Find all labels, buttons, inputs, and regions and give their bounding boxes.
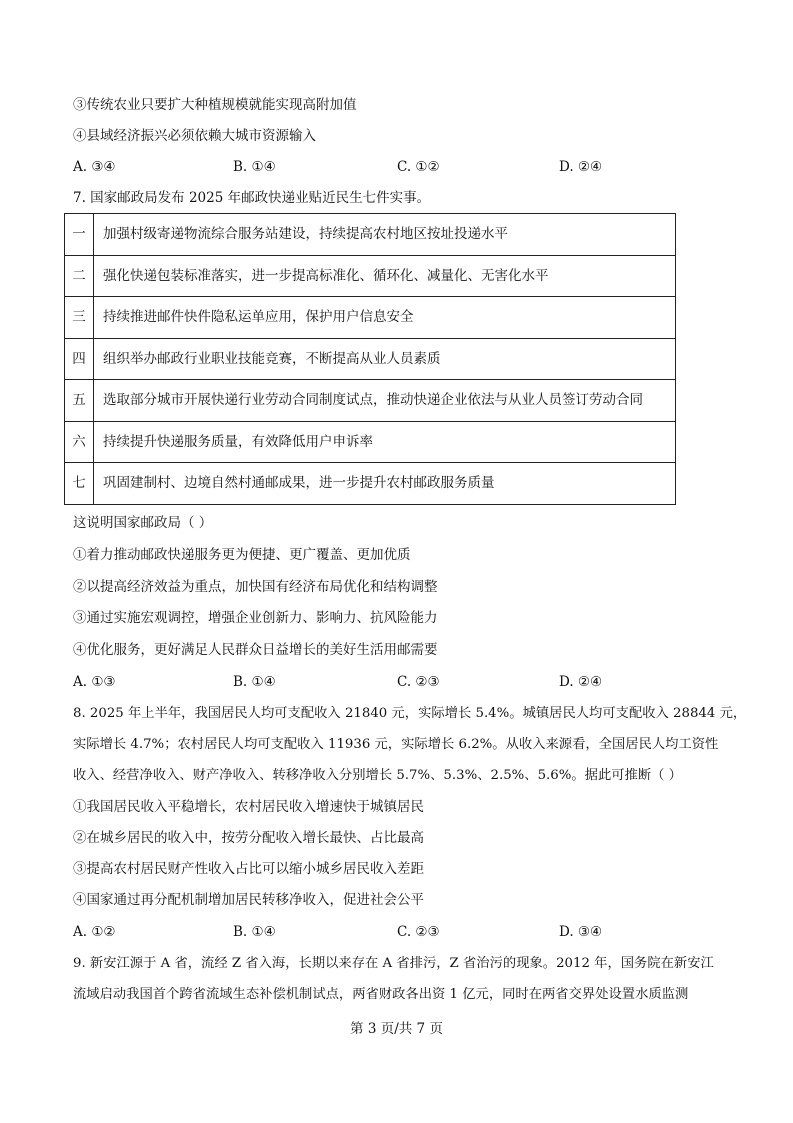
table-row [65, 380, 676, 422]
q7-item-1: ①着力推动邮政快递服务更为便捷、更广覆盖、更加优质 [73, 547, 411, 563]
q6-option-b: B. ①④ [233, 159, 276, 175]
q8-option-d: D. ③④ [559, 924, 603, 940]
table-row [65, 338, 676, 380]
q7-item-4: ④优化服务，更好满足人民群众日益增长的美好生活用邮需要 [73, 642, 438, 658]
q7-option-b: B. ①④ [233, 674, 276, 690]
q7-options [73, 673, 633, 691]
row-text: 组织举办邮政行业职业技能竞赛，不断提高从业人员素质 [94, 338, 676, 380]
table-row [65, 297, 676, 339]
q8-stem-line-2: 实际增长 4.7%；农村居民人均可支配收入 11936 元，实际增长 6.2%。从收入来源看，全国居民人均工资性 [73, 737, 719, 752]
q7-item-2: ②以提高经济效益为重点，加快国有经济布局优化和结构调整 [73, 579, 438, 595]
q8-option-b: B. ①④ [233, 924, 276, 940]
q7-option-a: A. ①③ [73, 674, 116, 690]
row-number: 二 [65, 255, 94, 297]
q8-stem-line-1: 8. 2025 年上半年，我国居民人均可支配收入 21840 元，实际增长 5.4%。城镇居民人均可支配收入 28844 元， [73, 706, 747, 721]
row-number: 四 [65, 338, 94, 380]
table-row [65, 463, 676, 505]
q6-option-c: C. ①② [397, 159, 440, 175]
q8-option-c: C. ②③ [397, 924, 440, 940]
q6-item-4: ④县域经济振兴必须依赖大城市资源输入 [73, 128, 316, 144]
q9-stem-line-2: 流域启动我国首个跨省流域生态补偿机制试点，两省财政各出资 1 亿元，同时在两省交界处设置水质监测 [73, 987, 689, 1002]
q6-option-d: D. ②④ [559, 159, 603, 175]
row-text: 加强村级寄递物流综合服务站建设，持续提高农村地区按址投递水平 [94, 214, 676, 256]
row-text: 强化快递包装标准落实，进一步提高标准化、循环化、减量化、无害化水平 [94, 255, 676, 297]
q8-item-4: ④国家通过再分配机制增加居民转移净收入，促进社会公平 [73, 892, 424, 908]
row-text: 持续推进邮件快件隐私运单应用，保护用户信息安全 [94, 297, 676, 339]
table-row [65, 421, 676, 463]
q7-option-c: C. ②③ [397, 674, 440, 690]
table-row [65, 255, 676, 297]
q6-option-a: A. ③④ [73, 159, 116, 175]
row-number: 三 [65, 297, 94, 339]
row-text: 持续提升快递服务质量，有效降低用户申诉率 [94, 421, 676, 463]
q8-item-1: ①我国居民收入平稳增长，农村居民收入增速快于城镇居民 [73, 799, 424, 815]
q8-stem-line-3: 收入、经营净收入、财产净收入、转移净收入分别增长 5.7%、5.3%、2.5%、5.6%。据此可推断（ ） [73, 768, 682, 783]
page-number-footer: 第 3 页/共 7 页 [350, 1021, 443, 1037]
q6-item-3: ③传统农业只要扩大种植规模就能实现高附加值 [73, 97, 357, 113]
row-text: 选取部分城市开展快递行业劳动合同制度试点，推动快递企业依法与从业人员签订劳动合同 [94, 380, 676, 422]
row-text: 巩固建制村、边境自然村通邮成果，进一步提升农村邮政服务质量 [94, 463, 676, 505]
q7-item-3: ③通过实施宏观调控，增强企业创新力、影响力、抗风险能力 [73, 610, 438, 626]
q7-question: 这说明国家邮政局（ ） [73, 515, 213, 531]
q7-table [64, 213, 676, 505]
q7-stem: 7. 国家邮政局发布 2025 年邮政快递业贴近民生七件实事。 [73, 190, 431, 206]
row-number: 五 [65, 380, 94, 422]
q6-options [73, 158, 633, 176]
q8-item-3: ③提高农村居民财产性收入占比可以缩小城乡居民收入差距 [73, 861, 424, 877]
q8-option-a: A. ①② [73, 924, 116, 940]
q8-item-2: ②在城乡居民的收入中，按劳分配收入增长最快、占比最高 [73, 830, 424, 846]
row-number: 七 [65, 463, 94, 505]
q9-stem-line-1: 9. 新安江源于 A 省，流经 Z 省入海，长期以来存在 A 省排污，Z 省治污的现象。2012 年，国务院在新安江 [73, 956, 714, 971]
q8-options [73, 923, 633, 941]
row-number: 六 [65, 421, 94, 463]
q7-option-d: D. ②④ [559, 674, 603, 690]
row-number: 一 [65, 214, 94, 256]
table-row [65, 214, 676, 256]
